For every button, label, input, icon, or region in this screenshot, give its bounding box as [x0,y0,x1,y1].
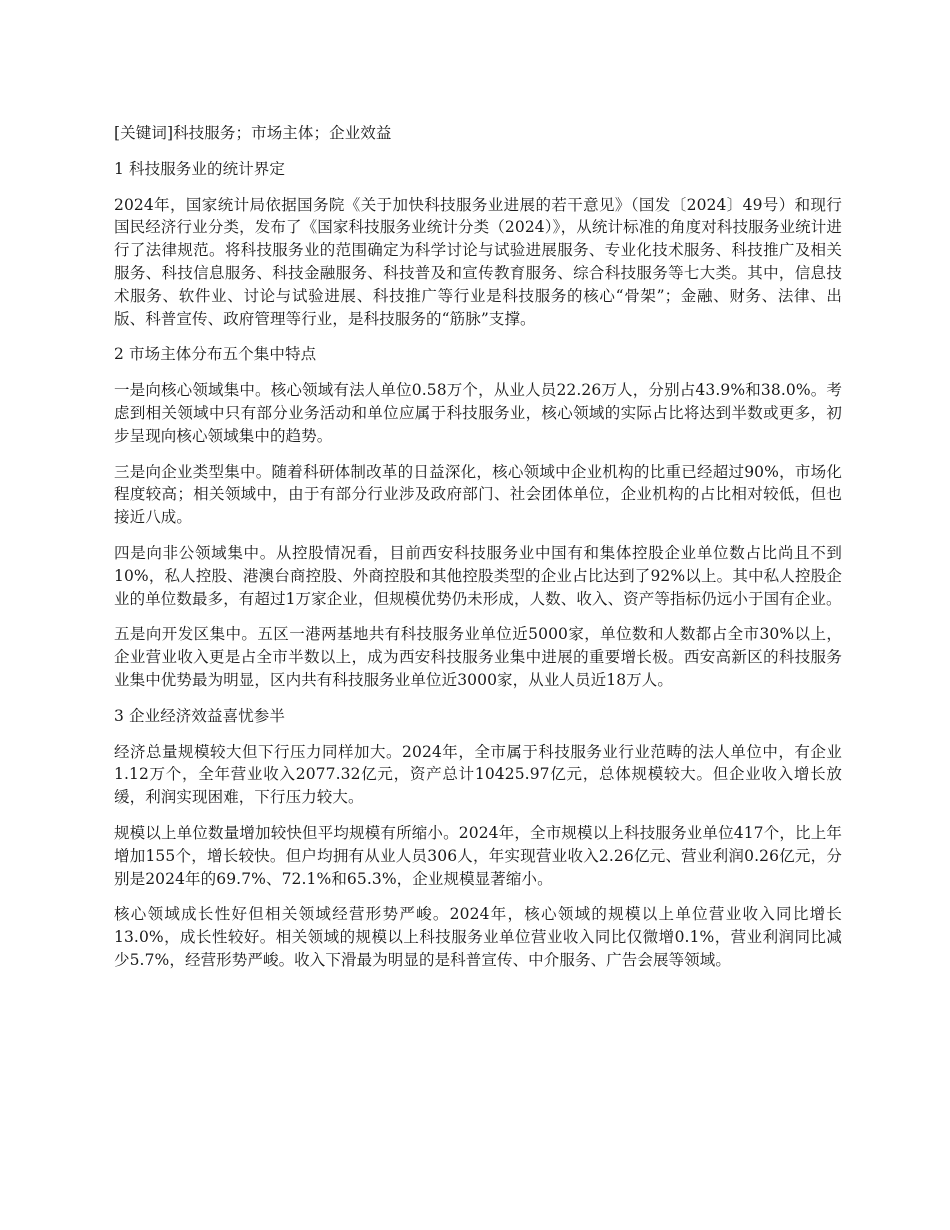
section-3-paragraph-3: 核心领域成长性好但相关领域经营形势严峻。2024年，核心领域的规模以上单位营业收入同比增长13.0%，成长性较好。相关领域的规模以上科技服务业单位营业收入同比仅微增0.1%，营业利润同比减少5.7%，经营形势严峻。收入下滑最为明显的是科普宣传、中介服务、广告会展等领域。 [114,905,842,969]
section-2-heading: 2 市场主体分布五个集中特点 [114,345,317,364]
section-1-paragraph-1: 2024年，国家统计局依据国务院《关于加快科技服务业进展的若干意见》（国发〔2024〕49号）和现行国民经济行业分类，发布了《国家科技服务业统计分类（2024）》，从统计标准的角度对科技服务业统计进行了法律规范。将科技服务业的范围确定为科学讨论与试验进展服务、专业化技术服务、科技推广及相关服务、科技信息服务、科技金融服务、科技普及和宣传教育服务、综合科技服务等七大类。其中，信息技术服务、软件业、讨论与试验进展、科技推广等行业是科技服务的核心“骨架”；金融、财务、法律、出版、科普宣传、政府管理等行业，是科技服务的“筋脉”支撑。 [114,195,842,328]
section-3-paragraph-2: 规模以上单位数量增加较快但平均规模有所缩小。2024年，全市规模以上科技服务业单位417个，比上年增加155个，增长较快。但户均拥有从业人员306人，年实现营业收入2.26亿元、营业利润0.26亿元，分别是2024年的69.7%、72.1%和65.3%，企业规模显著缩小。 [114,823,842,888]
section-2-paragraph-4: 五是向开发区集中。五区一港两基地共有科技服务业单位近5000家，单位数和人数都占全市30%以上，企业营业收入更是占全市半数以上，成为西安科技服务业集中进展的重要增长极。西安高新区的科技服务业集中优势最为明显，区内共有科技服务业单位近3000家，从业人员近18万人。 [114,625,842,689]
section-2-paragraph-2: 三是向企业类型集中。随着科研体制改革的日益深化，核心领域中企业机构的比重已经超过90%，市场化程度较高；相关领域中，由于有部分行业涉及政府部门、社会团体单位，企业机构的占比相对较低，但也接近八成。 [114,462,842,527]
section-1-heading: 1 科技服务业的统计界定 [114,159,285,178]
keywords-line: [关键词]科技服务；市场主体；企业效益 [114,124,392,142]
section-3-heading: 3 企业经济效益喜忧参半 [114,706,285,725]
section-2-paragraph-1: 一是向核心领域集中。核心领域有法人单位0.58万个，从业人员22.26万人，分别占43.9%和38.0%。考虑到相关领域中只有部分业务活动和单位应属于科技服务业，核心领域的实际占比将达到半数或更多，初步呈现向核心领域集中的趋势。 [114,381,842,445]
section-3-paragraph-1: 经济总量规模较大但下行压力同样加大。2024年，全市属于科技服务业行业范畴的法人单位中，有企业1.12万个，全年营业收入2077.32亿元，资产总计10425.97亿元，总体规模较大。但企业收入增长放缓，利润实现困难，下行压力较大。 [114,742,842,807]
section-2-paragraph-3: 四是向非公领域集中。从控股情况看，目前西安科技服务业中国有和集体控股企业单位数占比尚且不到10%，私人控股、港澳台商控股、外商控股和其他控股类型的企业占比达到了92%以上。其中私人控股企业的单位数最多，有超过1万家企业，但规模优势仍未形成，人数、收入、资产等指标仍远小于国有企业。 [114,543,842,608]
document-body [114,122,842,985]
